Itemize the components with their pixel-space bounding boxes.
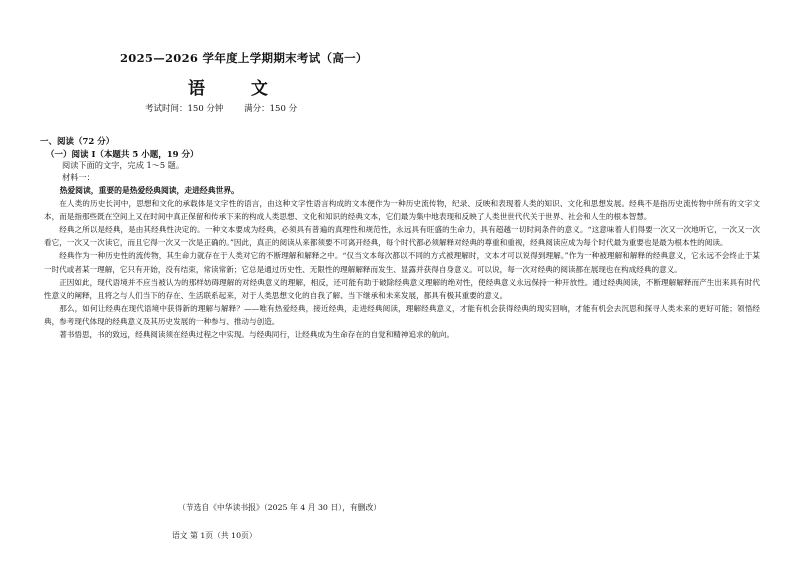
article-body xyxy=(44,184,760,341)
exam-time: 考试时间：150 分钟 xyxy=(145,104,224,114)
article-paragraph: 正因如此，现代语境并不应当被认为的那样妨碍理解的对经典意义的理解，相反，还可能有助于破除经典意义理解的绝对性，使经典意义永远保持一种开放性。通过经典阅读，不断理解解释而产生出来具有时代性意义的阐释，且将之与人们当下的存在、生活联系起来，对于人类思想文化的自我了解、当下继承和未来发展，都具有极其重要的意义。 xyxy=(44,277,760,300)
subsection-title: （一）阅读 I（本题共 5 小题，19 分） xyxy=(46,150,199,160)
material-label: 材料一： xyxy=(62,172,95,182)
article-paragraph: 经典之所以是经典，是由其经典性决定的。一种文本要成为经典，必须具有普遍的真理性和规范性，永远具有旺盛的生命力，具有超越一切时间条件的意义。“这意味着人们得要一次又一次地听它，一次又一次看它，一次又一次读它，而且它得一次又一次是正确的。”因此，真正的阅读从来都须要不可离开经典，每个时代都必须解释对经典的尊重和重视，经典阅读应成为每个时代最为重要也是最为根本性的阅读。 xyxy=(44,225,760,248)
subject-title: 语 文 xyxy=(188,79,288,99)
article-paragraph: 经典作为一种历史性的流传物，其生命力就存在于人类对它的不断理解和解释之中。“仅当文本每次都以不同的方式被理解时，文本才可以说得到理解。”作为一种被理解和解释的经典意义，它永远不会终止于某一时代或者某一理解，它只有开始，没有结束，常读常新；它总是通过历史性、无限性的理解解释而发生、显露并获得自身意义。可以说，每一次对经典的阅读都在展现也在构成经典的意义。 xyxy=(44,251,760,274)
page-footer: 语文 第 1页（共 10页） xyxy=(172,531,257,540)
exam-info xyxy=(145,102,315,114)
article-paragraph: 在人类的历史长河中，思想和文化的承载体是文字性的语言，由这种文字性语言构成的文本便作为一种历史流传物，纪录、反映和表现着人类的知识、文化和思想发展。经典不是指历史流传物中所有的文字文本，而是指那些既在空间上又在时间中真正保留和传承下来的构成人类思想、文化和知识的经典文本，它们最为集中地表现和反映了人类世世代代关于世界、社会和人生的根本智慧。 xyxy=(44,199,760,222)
exam-title: 2025—2026 学年度上学期期末考试（高一） xyxy=(120,51,368,65)
source-citation: （节选自《中华读书报》（2025 年 4 月 30 日），有删改） xyxy=(178,503,382,512)
instruction-text: 阅读下面的文字，完成 1～5 题。 xyxy=(62,160,185,170)
section-title: 一、阅读（72 分） xyxy=(40,137,115,147)
article-paragraph: 那么，如何让经典在现代语境中获得新的理解与解释？——唯有热爱经典，接近经典，走进经典阅读，理解经典意义，才能有机会获得经典的现实回响，才能有机会去沉思和探寻人类未来的更好可能；领悟经典，参考现代体现的经典意义及其历史发展的一种参与、推动与创造。 xyxy=(44,303,760,326)
article-headline: 热爱阅读，重要的是热爱经典阅读，走进经典世界。 xyxy=(59,186,239,195)
exam-score: 满分：150 分 xyxy=(244,104,298,114)
article-paragraph: 著书悟思，书的致远，经典阅读须在经典过程之中实现。与经典同行，让经典成为生命存在的自觉和精神追求的航向。 xyxy=(59,330,455,340)
